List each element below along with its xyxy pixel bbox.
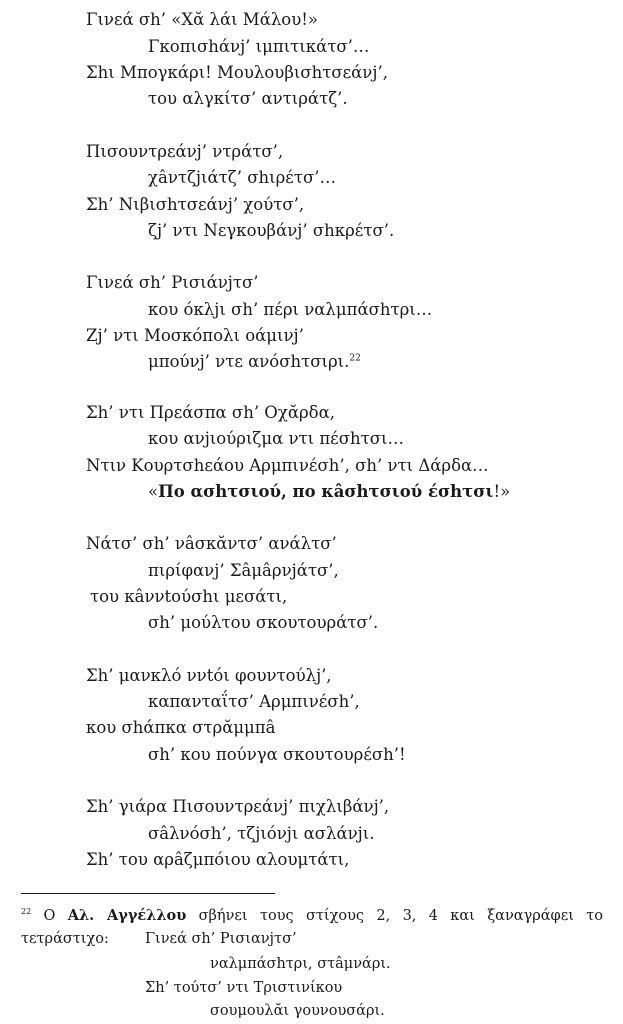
verse-line: Σhι Μπογκάρι! Μουλουβισhτσεάνj’,	[86, 63, 388, 82]
verse-line: «Πο ασhτσιού, πο κâσhτσιού έσhτσι!»	[148, 482, 511, 501]
footnote	[21, 906, 603, 926]
verse-line: Πισουντρεάνj’ ντράτσ’,	[86, 142, 284, 161]
verse-line: Γινεά σh’ Ρισιάνjτσ’	[86, 273, 259, 292]
verse-line: Ντιν Κουρτσhεάου Αρμπινέσh’, σh’ ντι Δάρδα…	[86, 456, 489, 475]
footnote-prefix: Ο	[43, 908, 56, 924]
verse-line: σâλνόσh’, τζjιόνjι ασλάνjι.	[148, 824, 375, 843]
verse-line: Ζj’ ντι Μοσκόπολι οάμινj’	[86, 326, 304, 345]
footnote-verse-line: σουμουλᾰι γουνουσάρι.	[210, 1003, 385, 1019]
footnote-label: τετράστιχο:	[21, 931, 109, 947]
verse-line: του αλγκίτσ’ αντιράτζ’.	[148, 89, 348, 108]
verse-line: σh’ κου πούνγα σκουτουρέσh’!	[148, 745, 406, 764]
footnote-number: 22	[21, 907, 32, 917]
footnote-verse-line: ναλμπάσhτρι, στâμνάρι.	[210, 956, 391, 972]
footnote-verse-line: Σh’ τούτσ’ ντι Τριστινίκου	[145, 980, 343, 996]
emphasized-verse: Πο ασhτσιού, πο κâσhτσιού έσhτσι	[158, 482, 494, 501]
verse-line: Σh’ μανκλό ννtόι φουντούλj’,	[86, 666, 332, 685]
verse-line: Γινεά σh’ «Χᾰ λάι Μάλου!»	[86, 10, 318, 29]
verse-line: κου όκλjι σh’ πέρι ναλμπάσhτρι…	[148, 300, 433, 319]
verse-line: πιρίφανj’ Σâμâρνjάτσ’,	[148, 561, 339, 580]
verse-line: Γκοπισhάνj’ ιμπιτικάτσ’…	[148, 37, 370, 56]
footnote-divider	[21, 893, 275, 894]
verse-line	[148, 352, 361, 372]
verse-text: μπούνj’ ντε ανόσhτσιρι.	[148, 352, 350, 371]
footnote-verse-line: Γινεά σh’ Ρισιανjτσ’	[145, 931, 297, 947]
verse-line: Σh’ του αρâζμπόιου αλουμτάτι,	[86, 850, 350, 869]
verse-line: Σh’ Νιβισhτσεάνj’ χούτσ’,	[86, 195, 305, 214]
footnote-text: σβήνει τους στίχους 2, 3, 4 και ξαναγράφει το	[198, 908, 604, 924]
verse-line: Νάτσ’ σh’ νâσκᾰντσ’ ανάλτσ’	[86, 534, 337, 553]
verse-line: κου ανjιούριζμα ντι πέσhτσι…	[148, 429, 404, 448]
verse-line: σh’ μούλτου σκουτουράτσ’.	[148, 613, 379, 632]
verse-line: ζj’ ντι Νεγκουβάνj’ σhκρέτσ’.	[148, 221, 395, 240]
footnote-reference[interactable]: 22	[349, 353, 361, 364]
verse-line: του κâννtούσhι μεσάτι,	[90, 587, 288, 606]
verse-line: καπανταΐτσ’ Αρμπινέσh’,	[148, 692, 360, 711]
verse-line: χâντζjιάτζ’ σhιρέτσ’…	[148, 168, 336, 187]
verse-line: Σh’ γιάρα Πισουντρεάνj’ πιχλιβάνj’,	[86, 797, 390, 816]
verse-line: Σh’ ντι Πρεάσπα σh’ Οχᾰρδα,	[86, 403, 335, 422]
footnote-author: Αλ. Αγγέλλου	[67, 907, 187, 924]
verse-line: κου σhάπκα στρᾰμμπâ	[86, 718, 276, 737]
